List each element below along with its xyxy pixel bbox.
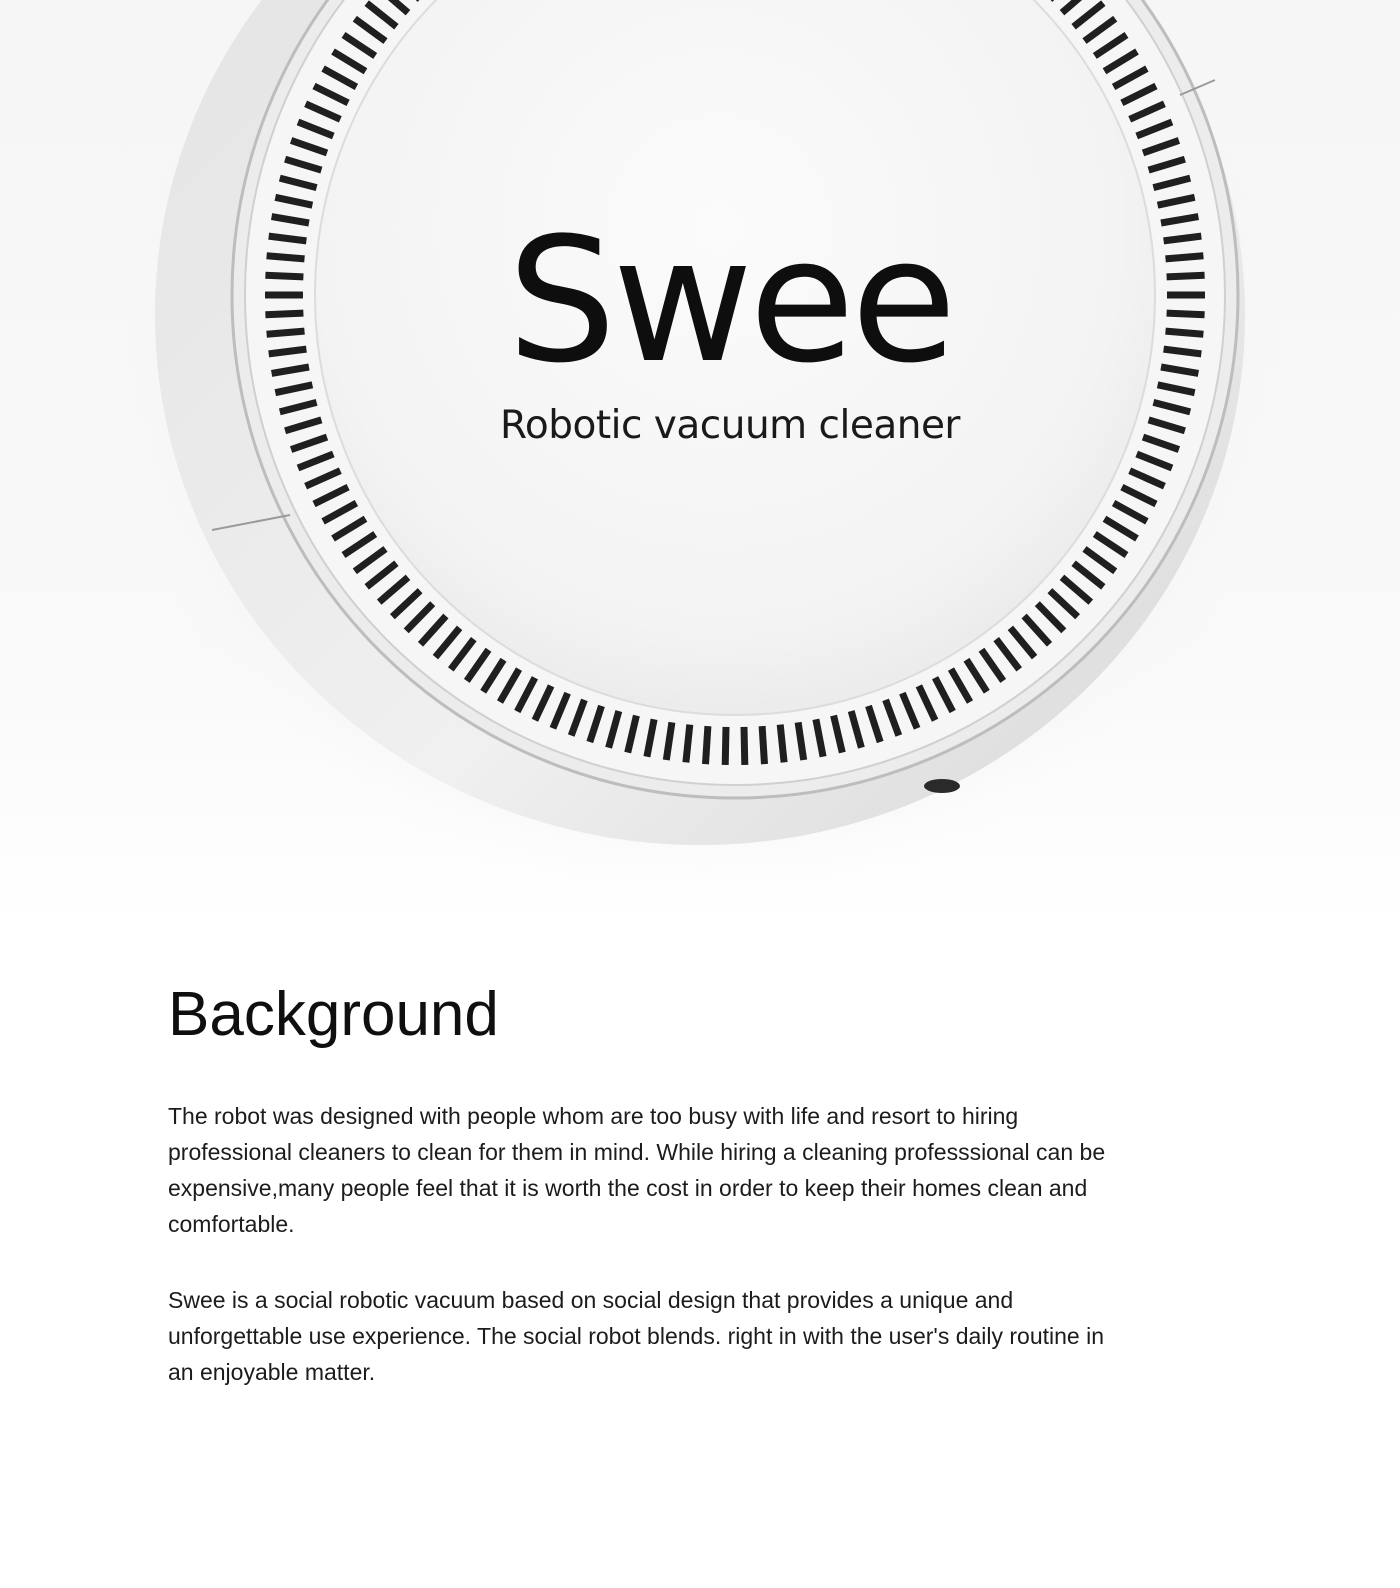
section-heading: Background — [168, 980, 499, 1049]
vent-slot — [762, 726, 764, 764]
background-section — [168, 978, 1128, 1390]
vent-slot — [744, 727, 745, 765]
vent-slot — [780, 725, 784, 763]
vent-slot — [706, 726, 708, 764]
sensor-icon — [924, 779, 960, 793]
paragraph-intro: The robot was designed with people whom are too busy with life and resort to hiring professional cleaners to clean for them in mind. While hiring a cleaning professsional can be expensive,many people feel that it is worth the cost in order to keep their homes clean and comfortable. — [168, 1103, 1106, 1237]
product-title: Swee — [507, 200, 953, 401]
vent-slot — [725, 727, 726, 765]
vent-slot — [686, 725, 690, 763]
product-subtitle: Robotic vacuum cleaner — [500, 403, 960, 448]
paragraph-description: Swee is a social robotic vacuum based on social design that provides a unique and unforgettable use experience. The social robot blends. right in with the user's daily routine in an enjoyable matter. — [168, 1287, 1105, 1385]
